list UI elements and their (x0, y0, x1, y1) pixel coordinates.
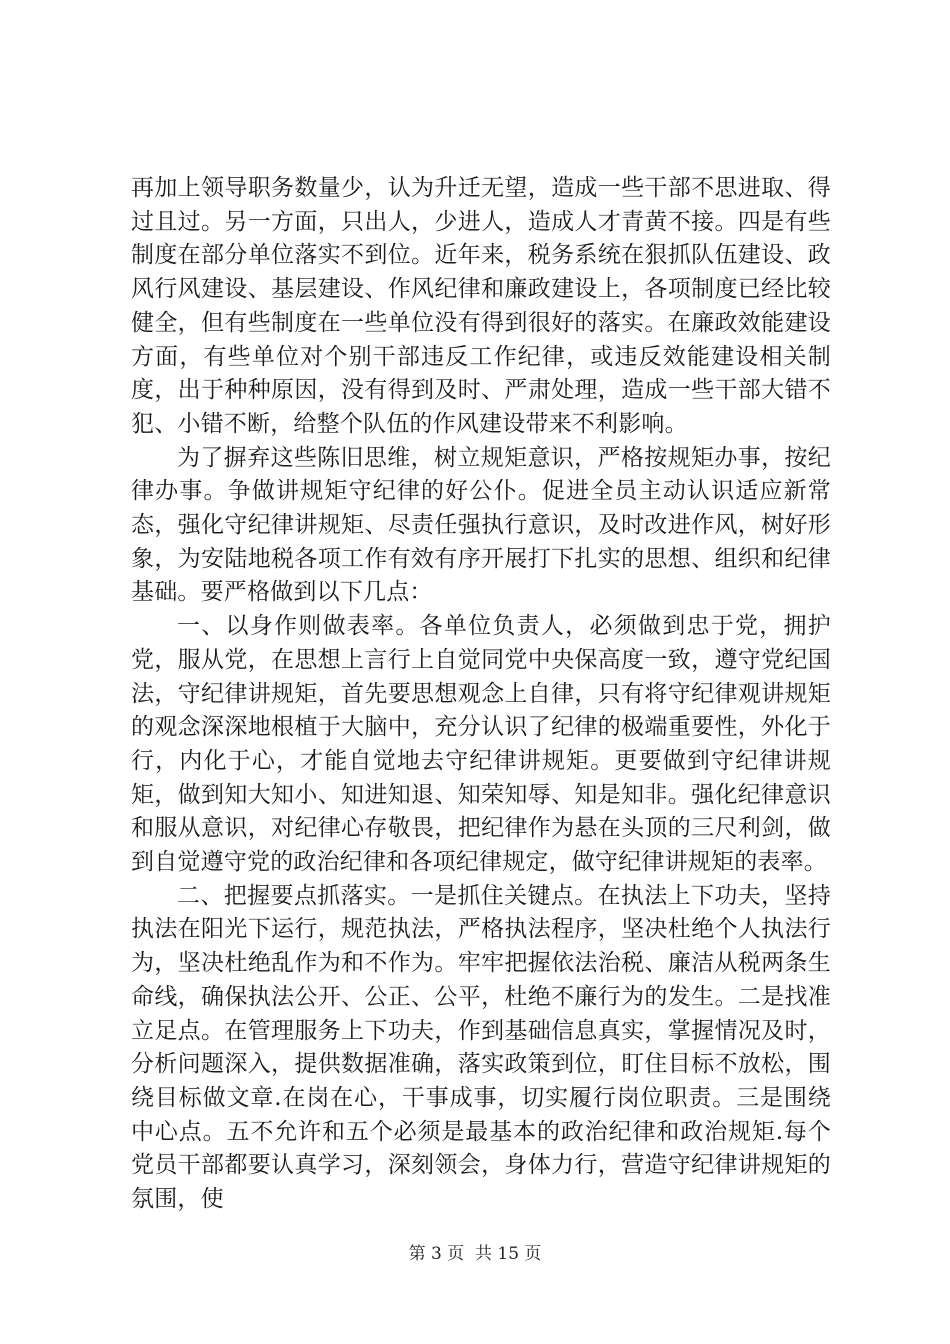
paragraph-point-one: 一、以身作则做表率。各单位负责人，必须做到忠于党，拥护党，服从党，在思想上言行上自觉同党中央保高度一致，遵守党纪国法，守纪律讲规矩，首先要思想观念上自律，只有将守纪律观讲规矩的观念深深地根植于大脑中，充分认识了纪律的极端重要性，外化于行，内化于心，才能自觉地去守纪律讲规矩。更要做到守纪律讲规矩，做到知大知小、知进知退、知荣知辱、知是知非。强化纪律意识和服从意识，对纪律心存敬畏，把纪律作为悬在头顶的三尺利剑，做到自觉遵守党的政治纪律和各项纪律规定，做守纪律讲规矩的表率。 (131, 613, 831, 876)
document-body (131, 172, 831, 1217)
paragraph-intent: 为了摒弃这些陈旧思维，树立规矩意识，严格按规矩办事，按纪律办事。争做讲规矩守纪律的好公仆。促进全员主动认识适应新常态，强化守纪律讲规矩、尽责任强执行意识，及时改进作风，树好形象，为安陆地税各项工作有效有序开展打下扎实的思想、组织和纪律基础。要严格做到以下几点： (131, 444, 831, 606)
page-footer (0, 1243, 950, 1265)
page-number-label: 第 3 页 共 15 页 (408, 1244, 542, 1264)
paragraph-point-two: 二、把握要点抓落实。一是抓住关键点。在执法上下功夫，坚持执法在阳光下运行，规范执法，严格执法程序，坚决杜绝个人执法行为，坚决杜绝乱作为和不作为。牢牢把握依法治税、廉洁从税两条生命线，确保执法公开、公正、公平，杜绝不廉行为的发生。二是找准立足点。在管理服务上下功夫，作到基础信息真实，掌握情况及时，分析问题深入，提供数据准确，落实政策到位，盯住目标不放松，围绕目标做文章.在岗在心，干事成事，切实履行岗位职责。三是围绕中心点。五不允许和五个必须是最基本的政治纪律和政治规矩.每个党员干部都要认真学习，深刻领会，身体力行，营造守纪律讲规矩的氛围，使 (131, 882, 831, 1213)
paragraph-continuation: 再加上领导职务数量少，认为升迁无望，造成一些干部不思进取、得过且过。另一方面，只出人，少进人，造成人才青黄不接。四是有些制度在部分单位落实不到位。近年来，税务系统在狠抓队伍建设、政风行风建设、基层建设、作风纪律和廉政建设上，各项制度已经比较健全，但有些制度在一些单位没有得到很好的落实。在廉政效能建设方面，有些单位对个别干部违反工作纪律，或违反效能建设相关制度，出于种种原因，没有得到及时、严肃处理，造成一些干部大错不犯、小错不断，给整个队伍的作风建设带来不利影响。 (131, 175, 831, 437)
